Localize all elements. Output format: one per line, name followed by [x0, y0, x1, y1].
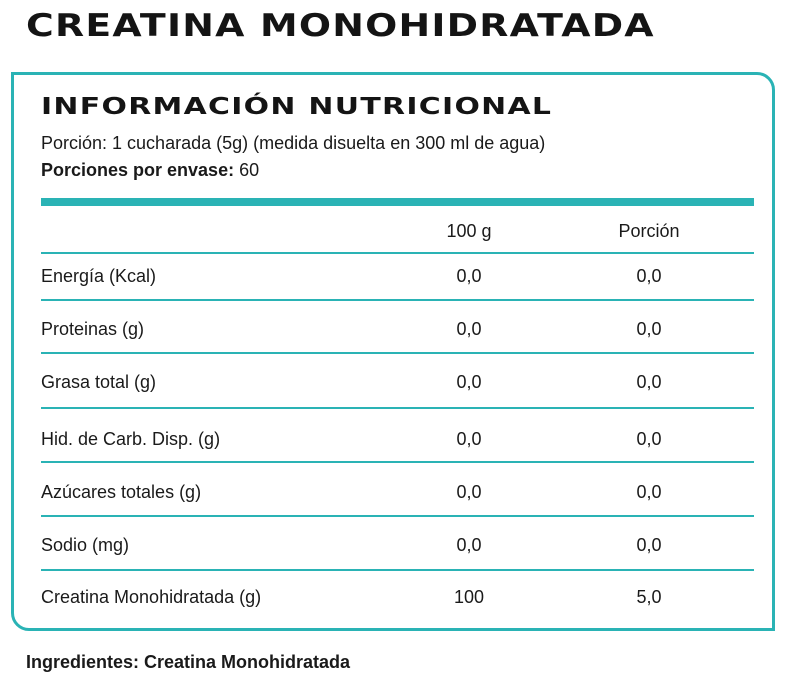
row-value-100g: 0,0	[456, 372, 482, 392]
panel-title: INFORMACIÓN NUTRICIONAL	[41, 94, 553, 120]
row-value-portion: 0,0	[636, 535, 662, 555]
row-label-energy: Energía (Kcal)	[41, 266, 157, 286]
ingredients-line: Ingredientes: Creatina Monohidratada	[26, 652, 351, 672]
row-value-100g: 0,0	[456, 319, 482, 339]
row-divider	[41, 461, 754, 463]
row-value-portion: 0,0	[636, 266, 662, 286]
row-value-100g: 100	[453, 587, 485, 607]
nutrition-facts-panel	[11, 72, 775, 631]
serving-size-line: Porción: 1 cucharada (5g) (medida disuelta en 300 ml de agua)	[41, 133, 546, 153]
servings-per-pack	[41, 160, 259, 181]
row-label-total-sugars: Azúcares totales (g)	[41, 482, 202, 502]
servings-per-pack-value: 60	[239, 160, 260, 180]
row-label-creatine: Creatina Monohidratada (g)	[41, 587, 262, 607]
row-label-protein: Proteinas (g)	[41, 319, 145, 339]
row-divider	[41, 352, 754, 354]
row-value-100g: 0,0	[456, 266, 482, 286]
row-label-total-fat: Grasa total (g)	[41, 372, 157, 392]
product-title: CREATINA MONOHIDRATADA	[26, 8, 655, 44]
row-value-100g: 0,0	[456, 482, 482, 502]
row-value-portion: 0,0	[636, 372, 662, 392]
row-divider	[41, 569, 754, 571]
row-value-portion: 0,0	[636, 319, 662, 339]
servings-per-pack-label: Porciones por envase:	[41, 160, 235, 180]
column-header-100g: 100 g	[446, 221, 492, 241]
row-value-100g: 0,0	[456, 535, 482, 555]
row-divider	[41, 407, 754, 409]
row-value-100g: 0,0	[456, 429, 482, 449]
row-label-sodium: Sodio (mg)	[41, 535, 130, 555]
row-divider	[41, 252, 754, 254]
row-value-portion: 5,0	[636, 587, 662, 607]
column-header-portion: Porción	[618, 221, 680, 241]
row-label-carbohydrates: Hid. de Carb. Disp. (g)	[41, 429, 221, 449]
row-value-portion: 0,0	[636, 482, 662, 502]
row-value-portion: 0,0	[636, 429, 662, 449]
header-divider	[41, 198, 754, 206]
row-divider	[41, 299, 754, 301]
row-divider	[41, 515, 754, 517]
